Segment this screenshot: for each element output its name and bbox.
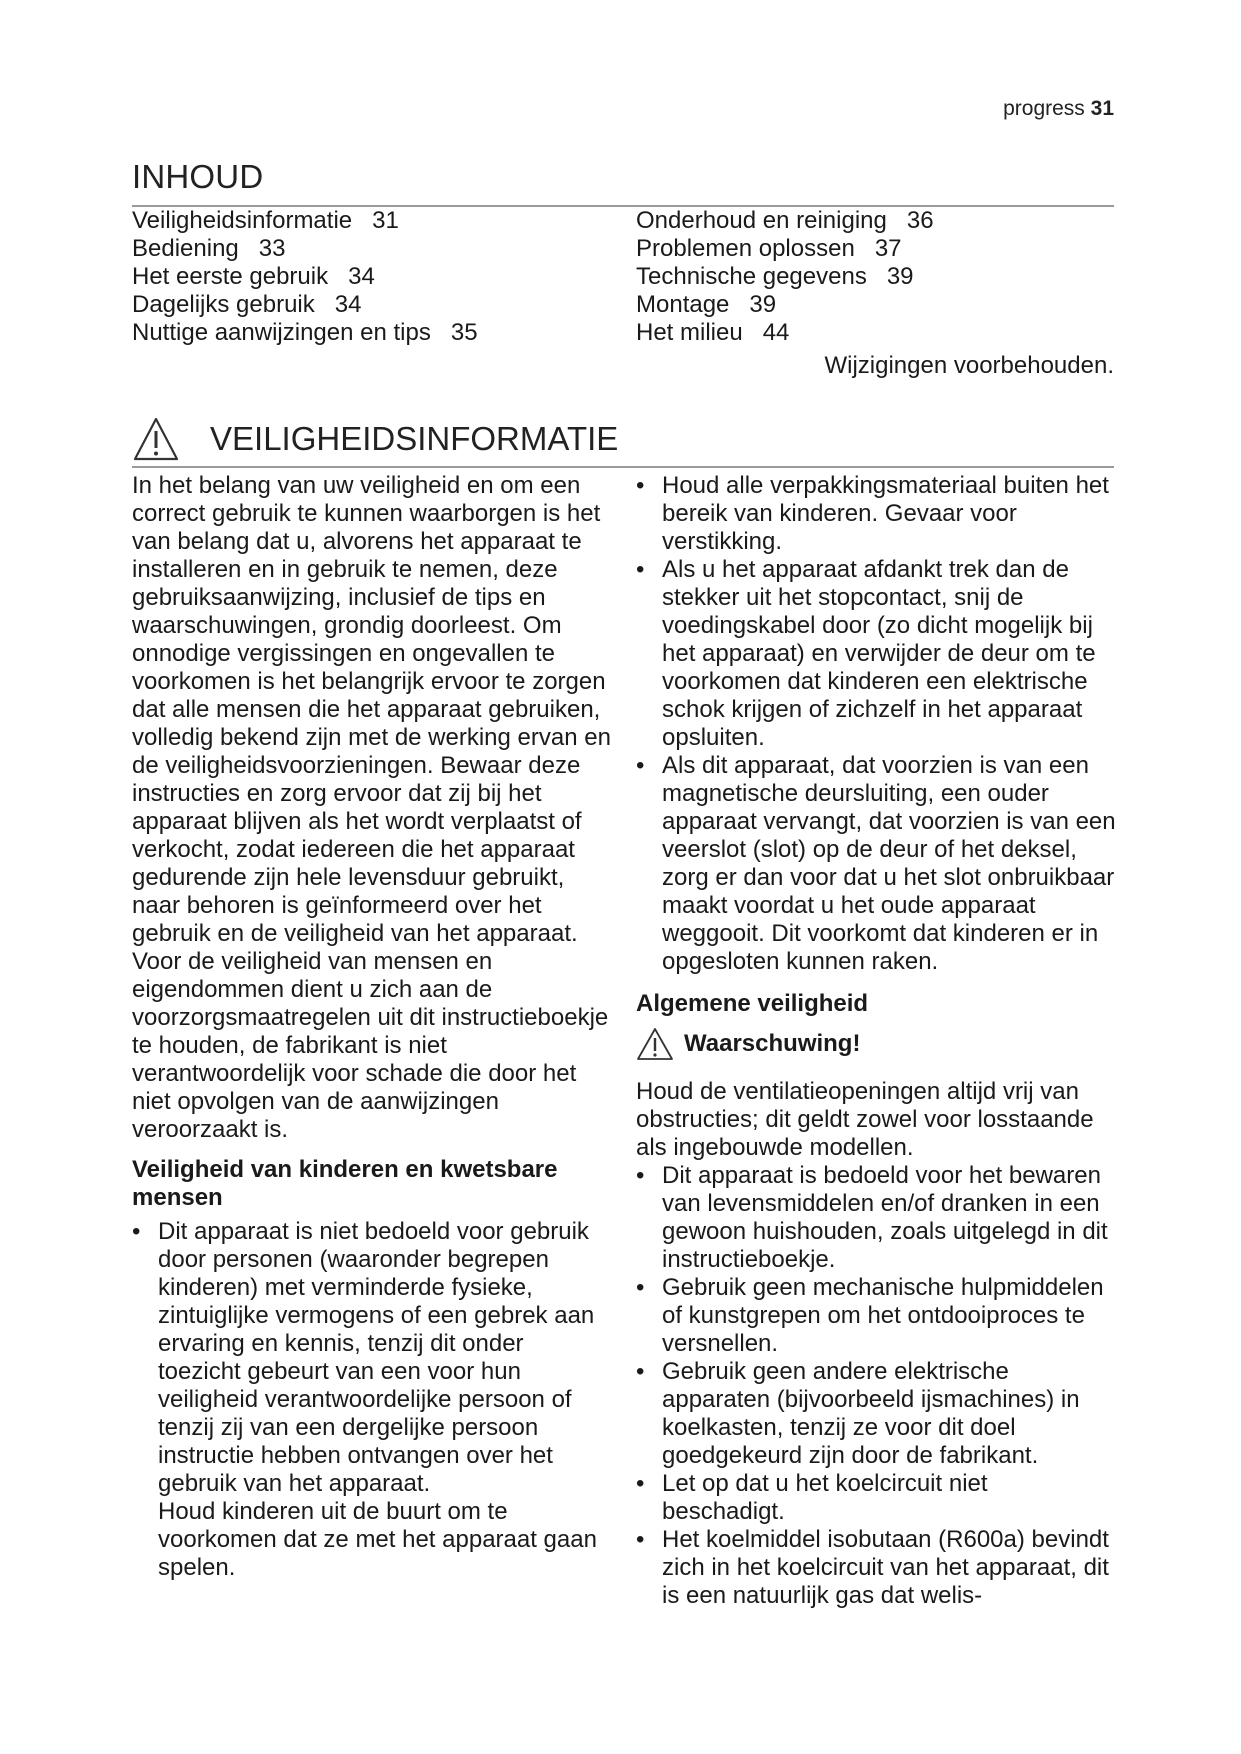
intro-paragraph: In het belang van uw veiligheid en om een correct gebruik te kunnen waarborgen is het van belang dat u, alvorens het apparaat te installeren en in gebruik te nemen, deze gebruiksaanwijzing, inclusief de tips en waarschuwingen, grondig doorleest. Om onnodige vergissingen en ongevallen te voorkomen is het belangrijk ervoor te zorgen dat alle mensen die het apparaat gebruiken, volledig bekend zijn met de werking ervan en de veiligheidsvoorzieningen. Bewaar deze instructies en zorg ervoor dat zij bij het apparaat blijven als het wordt verplaatst of verkocht, zodat iedereen die het apparaat gedurende zijn hele levensduur gebruikt, naar behoren is geïnformeerd over het gebruik en de veiligheid van het apparaat. [132,472,611,947]
toc-entry[interactable]: Nuttige aanwijzingen en tips 35 [132,319,478,346]
page-number: 31 [1090,97,1114,120]
section-title: VEILIGHEIDSINFORMATIE [210,420,619,457]
children-heading: Veiligheid van kinderen en kwetsbare mensen [132,1156,558,1211]
list-item: • Gebruik geen andere elektrische apparaten (bijvoorbeeld ijsmachines) in koelkasten, tenzij ze voor dit doel goedgekeurd zijn door de fabrikant. [636,1358,1080,1469]
list-item: • Dit apparaat is bedoeld voor het bewaren van levensmiddelen en/of dranken in een gewoon huishouden, zoals uitgelegd in dit instructieboekje. [636,1162,1108,1273]
toc-entry[interactable]: Dagelijks gebruik 34 [132,291,362,318]
warning-label: Waarschuwing! [684,1030,861,1057]
changes-note: Wijzigingen voorbehouden. [824,352,1114,379]
brand-label: progress [1003,97,1085,120]
section-divider [132,466,1114,468]
warning-triangle-small-icon [636,1027,674,1061]
toc-title: INHOUD [132,158,264,195]
toc-right-column [636,207,1126,347]
general-text: Houd de ventilatieopeningen altijd vrij van obstructies; dit geldt zowel voor losstaande als ingebouwde modellen. [636,1078,1094,1161]
toc-entry[interactable]: Bediening 33 [132,235,286,262]
toc-entry[interactable]: Onderhoud en reiniging 36 [636,207,934,234]
toc-entry[interactable]: Het milieu 44 [636,319,790,346]
section-heading [132,414,618,464]
list-item: • Als dit apparaat, dat voorzien is van een magnetische deursluiting, een ouder apparaat vervangt, dat voorzien is van een veerslot (slot) op de deur of het deksel, zorg er dan voor dat u het slot onbruikbaar maakt voordat u het oude apparaat weggooit. Dit voorkomt dat kinderen er in opgesloten kunnen raken. [636,752,1116,975]
list-item: • Dit apparaat is niet bedoeld voor gebruik door personen (waaronder begrepen kinderen) met verminderde fysieke, zintuiglijke vermogens of een gebrek aan ervaring en kennis, tenzij dit onder toezicht gebeurt van een voor hun veiligheid verantwoordelijke persoon of tenzij zij van een dergelijke persoon instructie hebben ontvangen over het gebruik van het apparaat. [132,1218,595,1497]
list-item: • Gebruik geen mechanische hulpmiddelen of kunstgrepen om het ontdooiproces te versnellen. [636,1274,1104,1357]
list-item: • Het koelmiddel isobutaan (R600a) bevindt zich in het koelcircuit van het apparaat, dit is een natuurlijk gas dat welis- [636,1526,1109,1609]
list-item: • Als u het apparaat afdankt trek dan de stekker uit het stopcontact, snij de voedingskabel door (zo dicht mogelijk bij het apparaat) en verwijder de deur om te voorkomen dat kinderen een elektrische schok krijgen of zichzelf in het apparaat opsluiten. [636,556,1096,751]
list-item: • Let op dat u het koelcircuit niet beschadigt. [636,1470,988,1525]
toc-entry[interactable]: Montage 39 [636,291,777,318]
warning-row [636,1024,1116,1064]
list-item: • Houd alle verpakkingsmateriaal buiten het bereik van kinderen. Gevaar voor verstikking. [636,472,1109,555]
warning-triangle-icon [132,416,180,462]
packaging-bullet-list [636,472,1116,976]
page-header [132,97,1114,121]
right-column [636,472,1116,1610]
toc-entry[interactable]: Veiligheidsinformatie 31 [132,207,399,234]
intro-paragraph-2: Voor de veiligheid van mensen en eigendommen dient u zich aan de voorzorgsmaatregelen uit dit instructieboekje te houden, de fabrikant is niet verantwoordelijk voor schade die door het niet opvolgen van de aanwijzingen veroorzaakt is. [132,948,609,1143]
children-bullet-list [132,1218,612,1498]
toc-left-column [132,207,622,347]
toc-entry[interactable]: Technische gegevens 39 [636,263,914,290]
toc-entry[interactable]: Het eerste gebruik 34 [132,263,375,290]
general-heading: Algemene veiligheid [636,990,869,1017]
toc-entry[interactable]: Problemen oplossen 37 [636,235,902,262]
general-bullet-list [636,1162,1116,1610]
children-extra-text: Houd kinderen uit de buurt om te voorkomen dat ze met het apparaat gaan spelen. [158,1498,597,1581]
left-column [132,472,612,1582]
